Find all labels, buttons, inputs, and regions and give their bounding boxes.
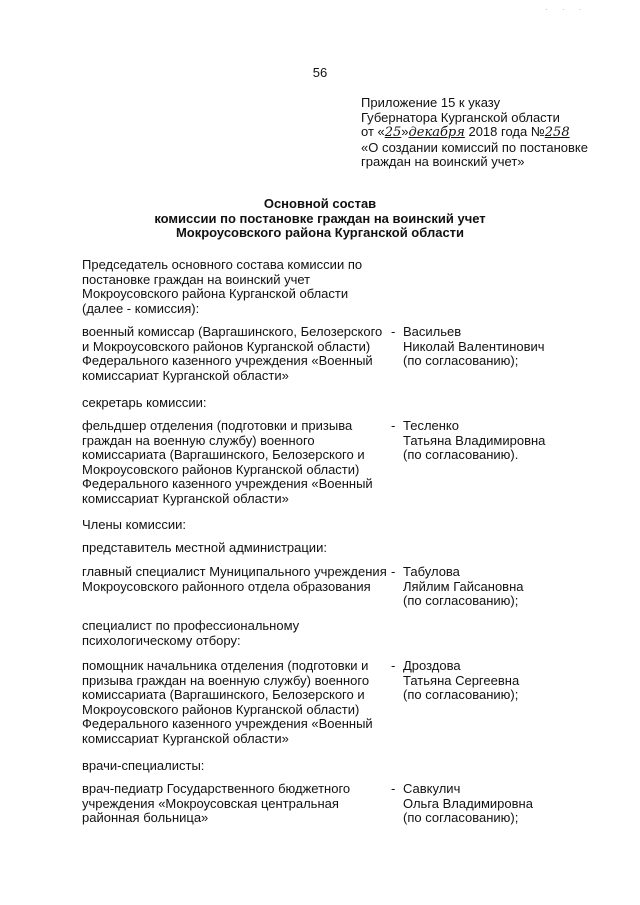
document-title — [0, 197, 640, 241]
member-name: Ляйлим Гайсановна — [403, 578, 524, 594]
member-note: (по согласованию); — [403, 353, 519, 368]
member3-person — [391, 565, 631, 609]
text-line: Мокроусовского районов Курганской области) — [82, 461, 360, 477]
member4-position — [82, 659, 382, 746]
text-line: комиссариат Курганской области» — [82, 367, 289, 383]
text-line: и Мокроусовского районов Курганской области) — [82, 338, 371, 354]
text-line: Председатель основного состава комиссии по — [82, 257, 363, 272]
text-line: районная больница» — [82, 810, 209, 825]
text-line: Федерального казенного учреждения «Военный — [82, 716, 373, 731]
member-note: (по согласованию); — [403, 687, 519, 702]
member-note: (по согласованию); — [403, 810, 519, 825]
handwritten-month: декабря — [408, 125, 465, 140]
member-name: Татьяна Владимировна — [403, 432, 546, 448]
appendix-line-2: Губернатора Курганской области — [361, 109, 560, 125]
chairman-intro — [82, 258, 382, 316]
text-line: психологическому отбору: — [82, 632, 241, 648]
text-line: специалист по профессиональному — [82, 618, 300, 633]
text-line: комиссариат Курганской области» — [82, 730, 289, 746]
member-name: Ольга Владимировна — [403, 795, 533, 811]
member1-position — [82, 325, 382, 383]
appendix-line-3 — [361, 125, 631, 141]
member5-person — [391, 782, 631, 826]
text-line: Федерального казенного учреждения «Военный — [82, 353, 373, 368]
text-line: учреждения «Мокроусовская центральная — [82, 795, 339, 811]
date-year: 2018 года № — [468, 124, 545, 139]
date-prefix: от « — [361, 124, 385, 139]
member-surname: - Дроздова — [391, 658, 461, 673]
psych-heading — [82, 619, 382, 648]
member5-position — [82, 782, 382, 826]
member-name: Николай Валентинович — [403, 338, 545, 354]
member-name: Татьяна Сергеевна — [403, 672, 520, 688]
text-line: Мокроусовского районов Курганской области) — [82, 701, 360, 717]
text-line: помощник начальника отделения (подготовки и — [82, 658, 369, 673]
handwritten-day: 25 — [384, 125, 402, 140]
title-line-2: комиссии по постановке граждан на воинский учет — [154, 210, 486, 226]
member1-person — [391, 325, 631, 369]
member-surname: - Васильев — [391, 324, 462, 339]
text-line: призыва граждан на военную службу) военного — [82, 672, 370, 688]
member-note: (по согласованию); — [403, 593, 519, 608]
text-line: комиссариата (Варгашинского, Белозерского и — [82, 687, 365, 702]
text-line: Мокроусовского районного отдела образования — [82, 578, 371, 594]
title-line-3: Мокроусовского района Курганской области — [175, 225, 465, 240]
text-line: главный специалист Муниципального учреждения — [82, 564, 387, 579]
text-line: фельдшер отделения (подготовки и призыва — [82, 418, 353, 433]
handwritten-number: 258 — [544, 125, 570, 140]
appendix-line-4: «О создании комиссий по постановке — [361, 139, 588, 155]
members-heading: Члены комиссии: — [82, 517, 187, 532]
member-surname: - Табулова — [391, 564, 460, 579]
secretary-heading: секретарь комиссии: — [82, 395, 207, 410]
member3-position — [82, 564, 387, 594]
text-line: граждан на военную службу) военного — [82, 432, 315, 448]
text-line: постановке граждан на воинский учет — [82, 271, 311, 287]
member-surname: - Тесленко — [391, 418, 459, 433]
scan-marks: · · · — [545, 5, 588, 14]
member2-position — [82, 419, 382, 506]
doctors-heading: врачи-специалисты: — [82, 758, 205, 773]
text-line: военный комиссар (Варгашинского, Белозерского — [82, 324, 383, 339]
appendix-line-1: Приложение 15 к указу — [361, 95, 501, 110]
text-line: комиссариата (Варгашинского, Белозерского и — [82, 447, 365, 462]
title-line-1: Основной состав — [263, 196, 377, 211]
text-line: комиссариат Курганской области» — [82, 490, 289, 506]
local-admin-heading: представитель местной администрации: — [82, 540, 327, 555]
member4-person — [391, 659, 631, 703]
appendix-header — [361, 96, 631, 170]
text-line: Федерального казенного учреждения «Военный — [82, 476, 373, 491]
text-line: врач-педиатр Государственного бюджетного — [82, 781, 351, 796]
member-surname: - Савкулич — [391, 781, 461, 796]
text-line: (далее - комиссия): — [82, 300, 200, 316]
text-line: Мокроусовского района Курганской области — [82, 286, 349, 301]
date-mid: » — [401, 124, 409, 139]
page-number: 56 — [312, 65, 328, 80]
member-note: (по согласованию). — [403, 447, 519, 462]
appendix-line-5: граждан на воинский учет» — [361, 154, 525, 169]
member2-person — [391, 419, 631, 463]
